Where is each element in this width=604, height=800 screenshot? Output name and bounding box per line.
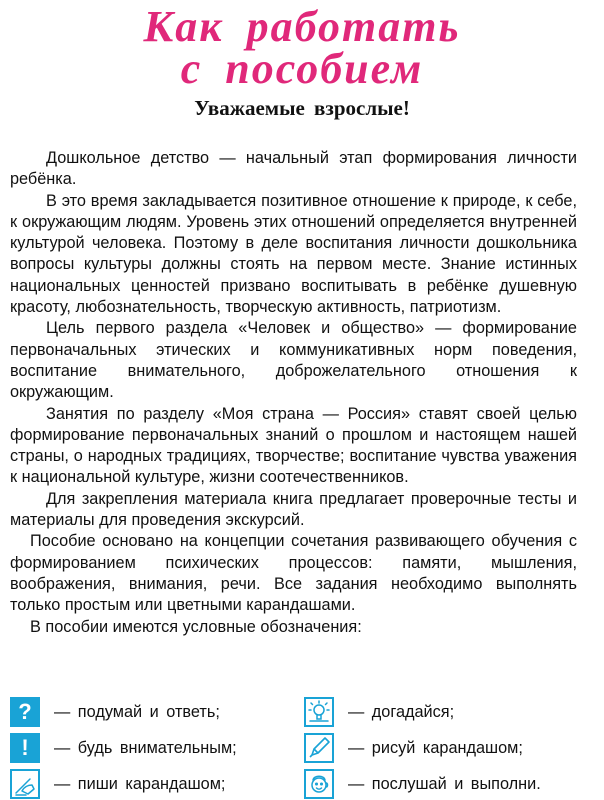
paragraph-legend-intro: В пособии имеются условные обозначения: (30, 617, 362, 636)
body-text (10, 148, 577, 638)
listening-child-icon (304, 769, 334, 799)
light-bulb-icon (304, 697, 334, 727)
paragraph-values: В это время закладывается позитивное отношение к природе, к себе, к окружающим людям. Уровень этих отношений определяется внутренней культурой человека. Поэтому в деле воспитания личности дошкольника вопросы культуры должны стоять на первом месте. Знание истинных национальных ценностей призвано воспитывать в ребёнке душевную красоту, любознательность, творческую активность, патриотизм. (10, 191, 577, 317)
legend-label: — рисуй карандашом; (348, 738, 523, 757)
paragraph-concept: Пособие основано на концепции сочетания развивающего обучения с формированием психических процессов: памяти, мышления, воображения, внимания, речи. Все задания необходимо выполнять только простым или цветными карандашами. (10, 532, 577, 615)
legend-label: — догадайся; (348, 702, 455, 721)
symbol-legend (10, 692, 590, 800)
writing-hand-icon (10, 769, 40, 799)
paragraph-tests: Для закрепления материала книга предлагает проверочные тесты и материалы для проведения экскурсий. (10, 489, 577, 530)
exclamation-mark-icon: ! (10, 733, 40, 763)
legend-label: — послушай и выполни. (348, 774, 541, 793)
legend-item-listen (304, 768, 541, 800)
paragraph-section-two: Занятия по разделу «Моя страна — Россия» ставят своей целью формирование первоначальных знаний о прошлом и настоящем нашей страны, о народных традициях, творчестве; воспитание чувства уважения к национальной культуре, жизни соотечественников. (10, 404, 577, 487)
paragraph-section-one: Цель первого раздела «Человек и общество» — формирование первоначальных этических и коммуникативных норм поведения, воспитание внимательного, доброжелательного отношения к окружающим. (10, 319, 577, 402)
legend-label: — подумай и ответь; (54, 702, 220, 721)
legend-item-guess (304, 696, 454, 728)
legend-label: — пиши карандашом; (54, 774, 226, 793)
page-title-line-2: с пособием (180, 44, 424, 93)
legend-item-write (10, 768, 225, 800)
legend-item-draw (304, 732, 523, 764)
question-mark-icon: ? (10, 697, 40, 727)
pencil-icon (304, 733, 334, 763)
paragraph-intro: Дошкольное детство — начальный этап формирования личности ребёнка. (10, 149, 577, 189)
page-title-line-1: Как работать (143, 2, 461, 51)
legend-item-think (10, 696, 220, 728)
legend-label: — будь внимательным; (54, 738, 237, 757)
legend-item-attention (10, 732, 237, 764)
address-heading: Уважаемые взрослые! (194, 96, 410, 120)
